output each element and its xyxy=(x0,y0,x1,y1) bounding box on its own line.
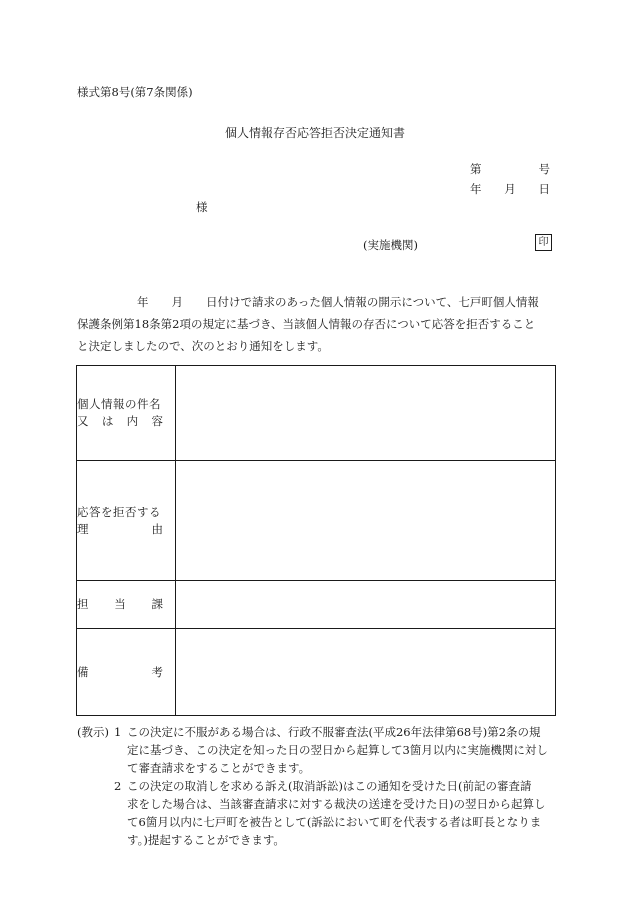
table-row xyxy=(77,366,556,461)
label-remarks xyxy=(77,629,176,716)
notice-body xyxy=(77,291,555,357)
note-number: 1 xyxy=(114,725,122,739)
label-department-in-charge xyxy=(77,581,176,629)
label-char: 容 xyxy=(151,414,163,428)
number-prefix: 第 xyxy=(470,162,482,176)
table-row xyxy=(77,629,556,716)
note-line: す。)提起することができます。 xyxy=(127,833,285,847)
document-title: 個人情報存否応答拒否決定通知書 xyxy=(224,126,405,140)
value-refusal-reason[interactable] xyxy=(176,461,556,581)
value-personal-info-subject[interactable] xyxy=(176,366,556,461)
note-item-2 xyxy=(114,777,557,795)
note-line: この決定の取消しを求める訴え(取消訴訟)はこの通知を受けた日(前記の審査請 xyxy=(127,779,532,793)
value-department-in-charge[interactable] xyxy=(176,581,556,629)
label-line xyxy=(77,504,163,521)
body-line-2: 保護条例第18条第2項の規定に基づき、当該個人情報の存否について応答を拒否すること xyxy=(77,317,536,331)
label-char: 又 xyxy=(77,414,89,428)
body-line-1: 年 月 日付けで請求のあった個人情報の開示について、七戸町個人情報 xyxy=(137,295,539,309)
label-char: 考 xyxy=(151,664,163,679)
date-day: 日 xyxy=(538,182,550,196)
document-number xyxy=(470,161,550,177)
addressee-honorific: 様 xyxy=(196,200,208,214)
note-line: 求をした場合は、当該審査請求に対する裁決の送達を受けた日)の翌日から起算し xyxy=(127,797,546,811)
table-row xyxy=(77,461,556,581)
note-number: 2 xyxy=(114,779,122,793)
label-char: は xyxy=(101,414,114,428)
form-number: 様式第8号(第7条関係) xyxy=(77,85,193,99)
notes-prefix: (教示) xyxy=(77,725,109,739)
table-row xyxy=(77,581,556,629)
note-line: 定に基づき、この決定を知った日の翌日から起算して3箇月以内に実施機関に対し xyxy=(127,743,548,757)
value-remarks[interactable] xyxy=(176,629,556,716)
document-date xyxy=(470,181,550,197)
label-char: 由 xyxy=(151,521,163,536)
label-line xyxy=(77,396,163,413)
date-month: 月 xyxy=(504,182,516,196)
date-year: 年 xyxy=(470,182,482,196)
implementing-agency-label: (実施機関) xyxy=(363,238,418,252)
number-suffix: 号 xyxy=(538,162,550,176)
instruction-notes xyxy=(77,723,557,849)
notice-table xyxy=(76,365,556,716)
body-line-3: と決定しましたので、次のとおり通知をします。 xyxy=(77,339,329,353)
label-text: 応答を拒否する xyxy=(77,504,161,519)
seal-stamp: 印 xyxy=(535,234,552,251)
note-line: て6箇月以内に七戸町を被告として(訴訟において町を代表する者は町長となりま xyxy=(127,815,542,829)
label-line xyxy=(77,664,163,681)
note-item-1 xyxy=(77,723,557,741)
label-text: 個人情報の件名 xyxy=(77,397,161,411)
label-line xyxy=(77,596,163,613)
label-line xyxy=(77,413,163,430)
label-char: 担 xyxy=(77,597,89,611)
label-char: 課 xyxy=(151,597,163,611)
label-line xyxy=(77,521,163,538)
label-char: 当 xyxy=(114,597,126,611)
label-char: 理 xyxy=(77,521,89,536)
note-line: この決定に不服がある場合は、行政不服審査法(平成26年法律第68号)第2条の規 xyxy=(127,725,541,739)
label-personal-info-subject xyxy=(77,366,176,461)
label-char: 内 xyxy=(126,414,139,428)
label-char: 備 xyxy=(77,664,89,679)
note-line: て審査請求をすることができます。 xyxy=(127,761,311,775)
label-refusal-reason xyxy=(77,461,176,581)
